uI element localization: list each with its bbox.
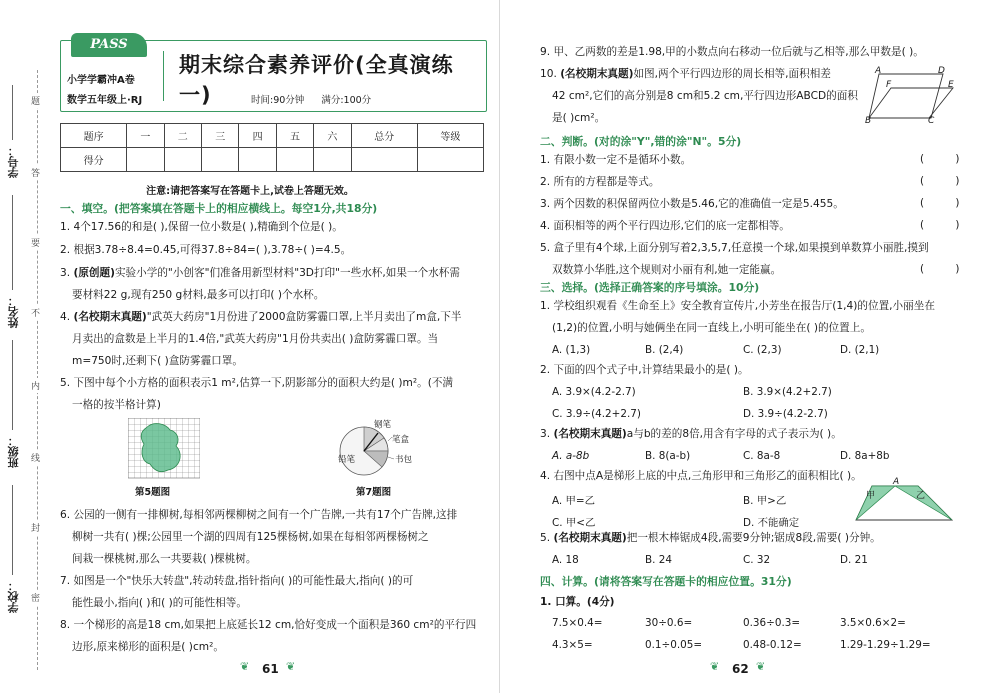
figure-7-caption: 第7题图 bbox=[356, 487, 392, 498]
judge-4: 4. 面积相等的两个平行四边形,它们的底一定都相等。 bbox=[540, 220, 790, 232]
question-text: 如图,两个平行四边形的周长相等,面积相差 bbox=[633, 68, 831, 80]
table-cell: 题序 bbox=[61, 124, 127, 148]
section-calculation-heading: 四、计算。(请将答案写在答题卡的相应位置。31分) bbox=[540, 575, 792, 588]
choice-option[interactable]: D. (2,1) bbox=[840, 344, 880, 356]
question-3-cont: 要材料22 g,现有250 g材料,最多可以打印( )个水杯。 bbox=[72, 289, 325, 301]
score-table bbox=[60, 123, 484, 172]
header-divider bbox=[163, 51, 164, 101]
table-cell: 得分 bbox=[61, 148, 127, 172]
question-6: 6. 公园的一侧有一排柳树,每相邻两棵柳树之间有一个广告牌,一共有17个广告牌,这排 bbox=[60, 509, 458, 521]
score-input-cell[interactable] bbox=[239, 148, 276, 172]
exam-header bbox=[60, 37, 487, 112]
question-text: a与b的差的8倍,用含有字母的式子表示为( )。 bbox=[626, 428, 842, 440]
seal-char: 封 bbox=[31, 520, 40, 535]
seal-char: 密 bbox=[31, 590, 40, 605]
series-name: 小学学霸冲A卷 bbox=[67, 75, 135, 86]
point-label: E bbox=[948, 80, 954, 90]
point-label: F bbox=[886, 80, 892, 90]
question-4-cont: 月卖出的盒数是上半月的1.4倍,"武英大药房"1月份共卖出( )盒防雾霾口罩。当 bbox=[72, 333, 439, 345]
table-cell: 三 bbox=[201, 124, 238, 148]
calc-item: 30÷0.6= bbox=[645, 617, 693, 629]
spinner-label-schoolbag: 书包 bbox=[395, 455, 413, 465]
question-text: 实验小学的"小创客"们准备用新型材料"3D打印"一些水杯,如果一个水杯需 bbox=[114, 267, 460, 279]
seal-char: 题 bbox=[31, 93, 40, 108]
calc-item: 0.48-0.12= bbox=[743, 639, 802, 651]
question-tag: (名校期末真题) bbox=[553, 532, 627, 544]
answer-bracket[interactable]: ( ) bbox=[920, 263, 974, 275]
question-tag: (名校期末真题) bbox=[560, 68, 634, 80]
table-cell: 五 bbox=[276, 124, 313, 148]
judge-5: 5. 盒子里有4个球,上面分别写着2,3,5,7,任意摸一个球,如果摸到单数算小丽胜,摸到 bbox=[540, 242, 929, 254]
point-label: C bbox=[928, 116, 935, 126]
judge-5-cont: 双数算小华胜,这个规则对小丽有利,她一定能赢。 bbox=[552, 264, 782, 276]
class-underline bbox=[12, 340, 14, 430]
spinner-label-pencil-box: 笔盒 bbox=[392, 435, 410, 445]
judge-2: 2. 所有的方程都是等式。 bbox=[540, 176, 660, 188]
choice-option[interactable]: C. 3.9÷(4.2+2.7) bbox=[552, 408, 641, 420]
triangle-label-jia: 甲 bbox=[866, 491, 876, 501]
choice-option[interactable]: B. (2,4) bbox=[645, 344, 684, 356]
choice-option[interactable]: B. 24 bbox=[645, 554, 672, 566]
leaf-icon: ❦ bbox=[710, 660, 720, 673]
leaf-icon: ❦ bbox=[240, 660, 250, 673]
id-underline bbox=[12, 85, 14, 140]
choice-option[interactable]: B. 8(a-b) bbox=[645, 450, 691, 462]
question-text: 把一根木棒锯成4段,需要9分钟;锯成8段,需要( )分钟。 bbox=[626, 532, 881, 544]
leaf-icon: ❦ bbox=[286, 660, 296, 673]
question-10-cont: 是( )cm²。 bbox=[552, 112, 606, 124]
answer-bracket[interactable]: ( ) bbox=[920, 175, 974, 187]
calc-item: 7.5×0.4= bbox=[552, 617, 603, 629]
choice-option[interactable]: A. a-8b bbox=[552, 450, 590, 462]
table-cell: 一 bbox=[127, 124, 164, 148]
choice-option[interactable]: B. 3.9×(4.2+2.7) bbox=[743, 386, 832, 398]
choice-1: 1. 学校组织观看《生命至上》安全教育宣传片,小芳坐在报告厅(1,4)的位置,小丽坐在 bbox=[540, 300, 935, 312]
choice-option[interactable]: D. 8a+8b bbox=[840, 450, 890, 462]
page-number: 62 bbox=[732, 662, 749, 676]
judge-3: 3. 两个因数的积保留两位小数是5.46,它的准确值一定是5.455。 bbox=[540, 198, 844, 210]
choice-option[interactable]: D. 不能确定 bbox=[743, 517, 800, 529]
calc-item: 0.1÷0.05= bbox=[645, 639, 703, 651]
calc-item: 1.29-1.29÷1.29= bbox=[840, 639, 931, 651]
score-input-cell[interactable] bbox=[127, 148, 164, 172]
answer-bracket[interactable]: ( ) bbox=[920, 153, 974, 165]
choice-2: 2. 下面的四个式子中,计算结果最小的是( )。 bbox=[540, 364, 749, 376]
pass-logo: PASS bbox=[71, 33, 147, 57]
choice-option[interactable]: A. 甲=乙 bbox=[552, 495, 596, 507]
score-table-score-row bbox=[61, 148, 484, 172]
choice-4: 4. 右图中点A是梯形上底的中点,三角形甲和三角形乙的面积相比( )。 bbox=[540, 470, 862, 482]
seal-line bbox=[37, 70, 38, 670]
seal-char: 要 bbox=[31, 235, 40, 250]
answer-notice: 注意:请把答案写在答题卡上,试卷上答题无效。 bbox=[146, 186, 354, 197]
school-label: 学校： bbox=[7, 580, 20, 613]
student-name-label: 姓名： bbox=[7, 295, 20, 328]
question-4-cont: m=750时,还剩下( )盒防雾霾口罩。 bbox=[72, 355, 243, 367]
table-cell: 六 bbox=[314, 124, 351, 148]
question-3: 3. (原创题)实验小学的"小创客"们准备用新型材料"3D打印"一些水杯,如果一个水杯需 bbox=[60, 267, 460, 279]
grade-label: 数学五年级上·RJ bbox=[67, 95, 143, 106]
question-8: 8. 一个梯形的高是18 cm,如果把上底延长12 cm,恰好变成一个面积是360 cm²的平行四 bbox=[60, 619, 477, 631]
choice-3: 3. (名校期末真题)a与b的差的8倍,用含有字母的式子表示为( )。 bbox=[540, 428, 842, 440]
page-number: 61 bbox=[262, 662, 279, 676]
name-underline bbox=[12, 195, 14, 290]
calc-item: 4.3×5= bbox=[552, 639, 593, 651]
section-judgement-heading: 二、判断。(对的涂"Y",错的涂"N"。5分) bbox=[540, 135, 742, 148]
figure-5-caption: 第5题图 bbox=[135, 487, 171, 498]
calc-item: 3.5×0.6×2= bbox=[840, 617, 906, 629]
point-label: A bbox=[893, 477, 900, 487]
question-10-cont: 42 cm²,它们的高分别是8 cm和5.2 cm,平行四边形ABCD的面积 bbox=[552, 90, 858, 102]
calc-item: 0.36÷0.3= bbox=[743, 617, 801, 629]
question-2: 2. 根据3.78÷8.4=0.45,可得37.8÷84=( ),3.78÷( )=4.5。 bbox=[60, 244, 352, 256]
score-table-header-row bbox=[61, 124, 484, 148]
score-input-cell[interactable] bbox=[314, 148, 351, 172]
question-tag: (名校期末真题) bbox=[73, 311, 147, 323]
triangle-label-yi: 乙 bbox=[916, 491, 926, 501]
right-page bbox=[500, 0, 1000, 693]
choice-option[interactable]: A. (1,3) bbox=[552, 344, 591, 356]
section-fill-blank-heading: 一、填空。(把答案填在答题卡上的相应横线上。每空1分,共18分) bbox=[60, 202, 378, 215]
answer-bracket[interactable]: ( ) bbox=[920, 219, 974, 231]
choice-5: 5. (名校期末真题)把一根木棒锯成4段,需要9分钟;锯成8段,需要( )分钟。 bbox=[540, 532, 881, 544]
exam-title: 期末综合素养评价(全真演练一) bbox=[179, 53, 454, 107]
area-grid-figure bbox=[128, 418, 200, 480]
question-5-cont: 一格的按半格计算) bbox=[72, 399, 161, 411]
question-10: 10. (名校期末真题)如图,两个平行四边形的周长相等,面积相差 bbox=[540, 68, 831, 80]
choice-option[interactable]: A. 3.9×(4.2-2.7) bbox=[552, 386, 636, 398]
spinner-label-pen: 钢笔 bbox=[374, 420, 392, 430]
table-cell: 二 bbox=[164, 124, 201, 148]
seal-char: 不 bbox=[31, 305, 40, 320]
exam-meta bbox=[251, 92, 385, 106]
question-6-cont: 间栽一棵桃树,那么一共要栽( )棵桃树。 bbox=[72, 553, 257, 565]
school-underline bbox=[12, 485, 14, 575]
point-label: B bbox=[865, 116, 872, 126]
choice-1-cont: (1,2)的位置,小明与她俩坐在同一直线上,小明可能坐在( )的位置上。 bbox=[552, 322, 871, 334]
score-input-cell[interactable] bbox=[276, 148, 313, 172]
table-cell: 四 bbox=[239, 124, 276, 148]
point-label: D bbox=[938, 66, 945, 76]
choice-option[interactable]: C. 甲<乙 bbox=[552, 517, 596, 529]
class-label: 班级： bbox=[7, 435, 20, 468]
choice-option[interactable]: C. 8a-8 bbox=[743, 450, 781, 462]
choice-option[interactable]: D. 21 bbox=[840, 554, 868, 566]
question-tag: (名校期末真题) bbox=[553, 428, 627, 440]
judge-1: 1. 有限小数一定不是循环小数。 bbox=[540, 154, 692, 166]
table-cell: 等级 bbox=[417, 124, 483, 148]
choice-option[interactable]: C. (2,3) bbox=[743, 344, 782, 356]
question-8-cont: 边形,原来梯形的面积是( )cm²。 bbox=[72, 641, 224, 653]
score-input-cell[interactable] bbox=[164, 148, 201, 172]
question-4: 4. (名校期末真题)"武英大药房"1月份进了2000盒防雾霾口罩,上半月卖出了m盒,下半 bbox=[60, 311, 462, 323]
question-text: "武英大药房"1月份进了2000盒防雾霾口罩,上半月卖出了m盒,下半 bbox=[146, 311, 462, 323]
table-cell: 总分 bbox=[351, 124, 417, 148]
seal-char: 内 bbox=[31, 378, 40, 393]
score-input-cell[interactable] bbox=[351, 148, 417, 172]
spinner-label-pencil: 铅笔 bbox=[338, 455, 356, 465]
leaf-icon: ❦ bbox=[756, 660, 766, 673]
choice-option[interactable]: A. 18 bbox=[552, 554, 579, 566]
question-7: 7. 如图是一个"快乐大转盘",转动转盘,指针指向( )的可能性最大,指向( )的可 bbox=[60, 575, 414, 587]
question-7-cont: 能性最小,指向( )和( )的可能性相等。 bbox=[72, 597, 247, 609]
seal-char: 线 bbox=[31, 450, 40, 465]
question-tag: (原创题) bbox=[73, 267, 115, 279]
question-9: 9. 甲、乙两数的差是1.98,甲的小数点向右移动一位后就与乙相等,那么甲数是( )。 bbox=[540, 46, 924, 58]
question-1: 1. 4个17.56的和是( ),保留一位小数是( ),精确到个位是( )。 bbox=[60, 221, 343, 233]
choice-option[interactable]: B. 甲>乙 bbox=[743, 495, 787, 507]
seal-char: 答 bbox=[31, 165, 40, 180]
question-6-cont: 柳树一共有( )棵;公园里一个湖的四周有125棵杨树,如果在每相邻两棵杨树之 bbox=[72, 531, 429, 543]
student-id-label: 学号： bbox=[7, 145, 20, 178]
oral-calculation-heading: 1. 口算。(4分) bbox=[540, 596, 615, 608]
section-choice-heading: 三、选择。(选择正确答案的序号填涂。10分) bbox=[540, 281, 760, 294]
question-5: 5. 下图中每个小方格的面积表示1 m²,估算一下,阴影部分的面积大约是( )m²。(不满 bbox=[60, 377, 454, 389]
choice-option[interactable]: C. 32 bbox=[743, 554, 771, 566]
score-input-cell[interactable] bbox=[201, 148, 238, 172]
exam-time: 时间:90分钟 bbox=[251, 95, 305, 106]
answer-bracket[interactable]: ( ) bbox=[920, 197, 974, 209]
score-input-cell[interactable] bbox=[417, 148, 483, 172]
choice-option[interactable]: D. 3.9÷(4.2-2.7) bbox=[743, 408, 828, 420]
point-label: A bbox=[875, 66, 882, 76]
exam-full-score: 满分:100分 bbox=[321, 95, 372, 106]
